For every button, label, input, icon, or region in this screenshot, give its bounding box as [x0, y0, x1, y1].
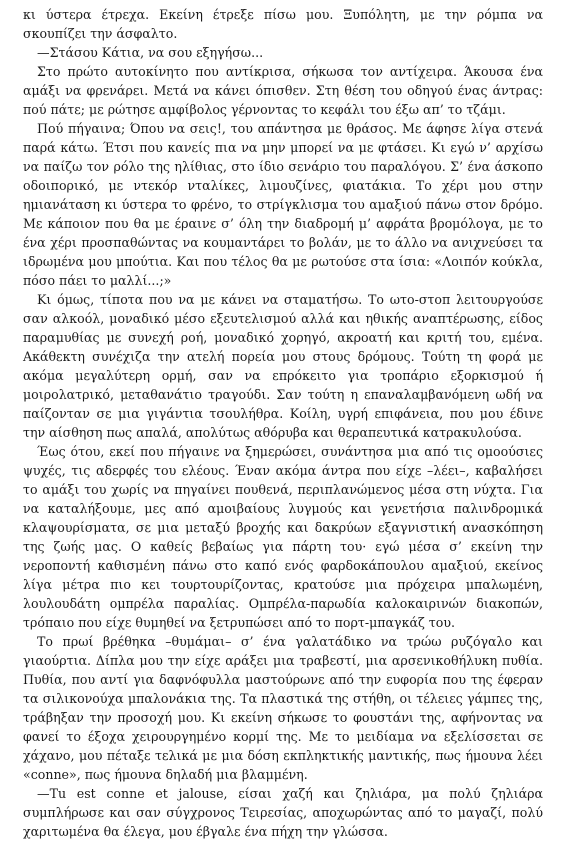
paragraph-6: Έως ότου, εκεί που πήγαινε να ξημερώσει, συνάντησα μια από τις ομοούσιες ψυχές, τις αδερφές του ελέους. Έναν ακόμα άντρα που είχε –λέει–, καβαλήσει το αμάξι του χωρίς να πηγαίνει πουθενά, περιπλανώμενος μέσα στη νύχτα. Για να καταλήξουμε, μες από αμοιβαίους λυγμούς και γενετήσια παλινδρομικά κλαψουρίσματα, σε μια μεταξύ βροχής και δακρύων εξαγνιστική ανασκόπηση της ζωής μας. Ο καθείς βεβαίως για πάρτη του· εγώ μέσα σ’ εκείνη την νεροποντή καθισμένη πάνω στο καπό ενός φαρδοκάπουλου αμαξιού, εκείνος λίγα μέτρα πιο κει τουρτουρίζοντας, κρατούσε μια πρόχειρα μπαλωμένη, λουλουδάτη ομπρέλα παραλίας. Ομπρέλα-παρωδία καλοκαιρινών διακοπών, τρόπαιο που είχε θυμηθεί να ξετρυπώσει από το πορτ-μπαγκάζ του.: [23, 444, 543, 630]
paragraph-1: κι ύστερα έτρεχα. Εκείνη έτρεξε πίσω μου. Ξυπόλητη, με την ρόμπα να σκουπίζει την άσφαλτο.: [23, 7, 543, 41]
paragraph-7: Το πρωί βρέθηκα –θυμάμαι– σ’ ένα γαλατάδικο να τρώω ρυζόγαλο και γιαούρτια. Δίπλα μου την είχε αράξει μια τραβεστί, μια αρσενικοθήλυκη πυθία. Πυθία, που αντί για δαφνόφυλλα μαστούρωνε από την ευφορία που της έφεραν τα σιλικονούχα μπαλονάκια της. Τα πλαστικά της στήθη, οι τέλειες γάμπες της, τράβηξαν την προσοχή μου. Κι εκείνη σήκωσε το φουστάνι της, αφήνοντας να φανεί το έξοχα χειρουργημένο κορμί της. Με το μειδίαμα να εξελίσσεται σε χάχανο, μου πέταξε τελικά με μια δόση εκπληκτικής μαντικής, πως ήμουνα λέει «conne», πως ήμουνα δηλαδή μια βλαμμένη.: [23, 634, 543, 782]
body-text: [23, 5, 543, 841]
paragraph-8: —Tu est conne et jalouse, είσαι χαζή και ζηλιάρα, μα πολύ ζηλιάρα συμπλήρωσε και σαν σύγχρονος Τειρεσίας, αποχωρώντας από το μαγαζί, πολύ χαριτωμένα θα έλεγα, μου έβγαλε ένα πήχη την γλώσσα.: [23, 786, 543, 839]
paragraph-3: Στο πρώτο αυτοκίνητο που αντίκρισα, σήκωσα τον αντίχειρα. Άκουσα ένα αμάξι να φρενάρει. Μετά να κάνει όπισθεν. Στη θέση του οδηγού ένας άντρας: πού πάτε; με ρώτησε αμφίβολος γέρνοντας το κεφάλι του έξω απ’ το τζάμι.: [23, 64, 543, 117]
paragraph-4: Πού πήγαινα; Όπου να σεις!, του απάντησα με θράσος. Με άφησε λίγα στενά παρά κάτω. Έτσι που κανείς πια να μην μπορεί να με φτάσει. Κι εγώ ν’ αρχίσω να παίζω τον ρόλο της ηλίθιας, στο ίδιο σενάριο του παραλόγου. Σ’ ένα άσκοπο οδοιπορικό, με ντεκόρ νταλίκες, λιμουζίνες, φιατάκια. Το χέρι μου στην ημιανάταση κι ύστερα το φρένο, το στρίγκλισμα του αμαξιού πάνω στον δρόμο. Με κάποιον που θα με έραινε σ’ όλη την διαδρομή μ’ αφράτα βρομόλογα, με το ένα χέρι προσπαθώντας να κουμαντάρει το βολάν, με το άλλο να ανιχνεύσει τα ιδρωμένα μου μπούτια. Και που τέλος θα με ρωτούσε στα ίσια: «Λοιπόν κούκλα, πόσο πάει το μαλλί...;»: [23, 121, 543, 288]
paragraph-2: —Στάσου Κάτια, να σου εξηγήσω...: [37, 45, 264, 60]
paragraph-5: Κι όμως, τίποτα που να με κάνει να σταματήσω. Το ωτο-στοπ λειτουργούσε σαν αλκοόλ, μοναδικό μέσο εξευτελισμού αλλά και ηθικής αναπτέρωσης, είδος παραμυθίας με συνεχή ροή, μοναδικό χορηγό, ακροατή και κριτή του, εμένα. Ακάθεκτη συνέχιζα την ατελή πορεία μου στους δρόμους. Τούτη τη φορά με ακόμα μεγαλύτερη ορμή, σαν να επρόκειτο για τροπάριο εξορκισμού ή μοιρολατρικό, μεταθανάτιο τραγούδι. Σαν τούτη η επαναλαμβανόμενη ωδή να παίζονταν σε μια γιγάντια τσουλήθρα. Κοίλη, υγρή επιφάνεια, που μου έδινε την αίσθηση πως απαλά, απολύτως αθόρυβα και θεραπευτικά κατρακυλούσα.: [23, 292, 543, 440]
